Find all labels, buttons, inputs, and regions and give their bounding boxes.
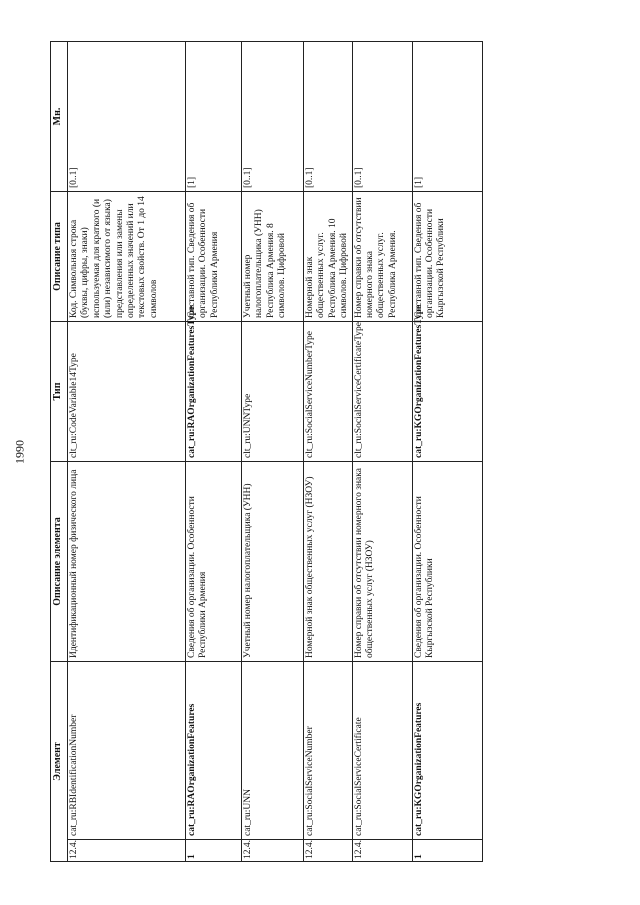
row-number: 12.4. — [68, 840, 186, 862]
row-number: 12.4. — [242, 840, 304, 862]
type-name: clt_ru:CodeVariable14Type — [68, 322, 186, 462]
header-type: Тип — [51, 322, 68, 462]
element-name: cat_ru:RBIdentificationNumber — [68, 662, 186, 840]
element-description: Учетный номер налогоплательщика (УНН) — [242, 462, 304, 662]
table-row — [68, 42, 186, 862]
header-description: Описание элемента — [51, 462, 68, 662]
type-description: Учетный номер налогоплательщика (УНН) Республика Армения. 8 символов. Цифровой — [242, 192, 304, 322]
multiplicity: [0..1] — [352, 42, 412, 192]
row-number: 12.4. — [304, 840, 353, 862]
type-name: clt_ru:UNNType — [242, 322, 304, 462]
type-description: Номерной знак общественных услуг. Республика Армения. 10 символов. Цифровой — [304, 192, 353, 322]
type-name: cat_ru:KGOrganizationFeaturesType — [412, 322, 482, 462]
element-description: Номер справки об отсутствии номерного знака общественных услуг (НЗОУ) — [352, 462, 412, 662]
row-number: 1 — [412, 840, 482, 862]
page-number: 1990 — [12, 440, 27, 464]
header-type-description: Описание типа — [51, 192, 68, 322]
row-number: 1 — [186, 840, 242, 862]
element-name: cat_ru:KGOrganizationFeatures — [412, 662, 482, 840]
type-name: clt_ru:SocialServiceCertificateType — [352, 322, 412, 462]
multiplicity: [0..1] — [68, 42, 186, 192]
type-description: Составной тип. Сведения об организации. Особенности Республики Армения — [186, 192, 242, 322]
element-description: Сведения об организации. Особенности Кыргызской Республики — [412, 462, 482, 662]
multiplicity: [1] — [412, 42, 482, 192]
type-description: Составной тип. Сведения об организации. Особенности Кыргызской Республики — [412, 192, 482, 322]
header-element: Элемент — [51, 662, 68, 862]
element-name: cat_ru:SocialServiceCertificate — [352, 662, 412, 840]
header-mn: Мн. — [51, 42, 68, 192]
type-description: Номер справки об отсутствии номерного знака общественных услуг. Республика Армения. — [352, 192, 412, 322]
element-description: Номерной знак общественных услуг (НЗОУ) — [304, 462, 353, 662]
element-description: Идентификационный номер физического лица — [68, 462, 186, 662]
row-number: 12.4. — [352, 840, 412, 862]
multiplicity: [1] — [186, 42, 242, 192]
type-description: Код. Символьная строка (буквы, цифры, знаки) используемая для краткого (и (или) независимого от языка) представления или замены определенных значений или текстовых свойств. От 1 до 14 символов — [68, 192, 186, 322]
element-description: Сведения об организации. Особенности Республики Армения — [186, 462, 242, 662]
table-row — [242, 42, 304, 862]
table-row — [412, 42, 482, 862]
type-name: cat_ru:RAOrganizationFeaturesType — [186, 322, 242, 462]
type-name: clt_ru:SocialServiceNumberType — [304, 322, 353, 462]
table-row — [352, 42, 412, 862]
element-name: cat_ru:SocialServiceNumber — [304, 662, 353, 840]
table-row — [304, 42, 353, 862]
elements-table — [50, 41, 483, 862]
table-header-row — [51, 42, 68, 862]
table-row — [186, 42, 242, 862]
table-body — [68, 42, 483, 862]
element-name: cat_ru:UNN — [242, 662, 304, 840]
multiplicity: [0..1] — [304, 42, 353, 192]
multiplicity: [0..1] — [242, 42, 304, 192]
element-name: cat_ru:RAOrganizationFeatures — [186, 662, 242, 840]
rotated-table-container — [50, 42, 590, 862]
